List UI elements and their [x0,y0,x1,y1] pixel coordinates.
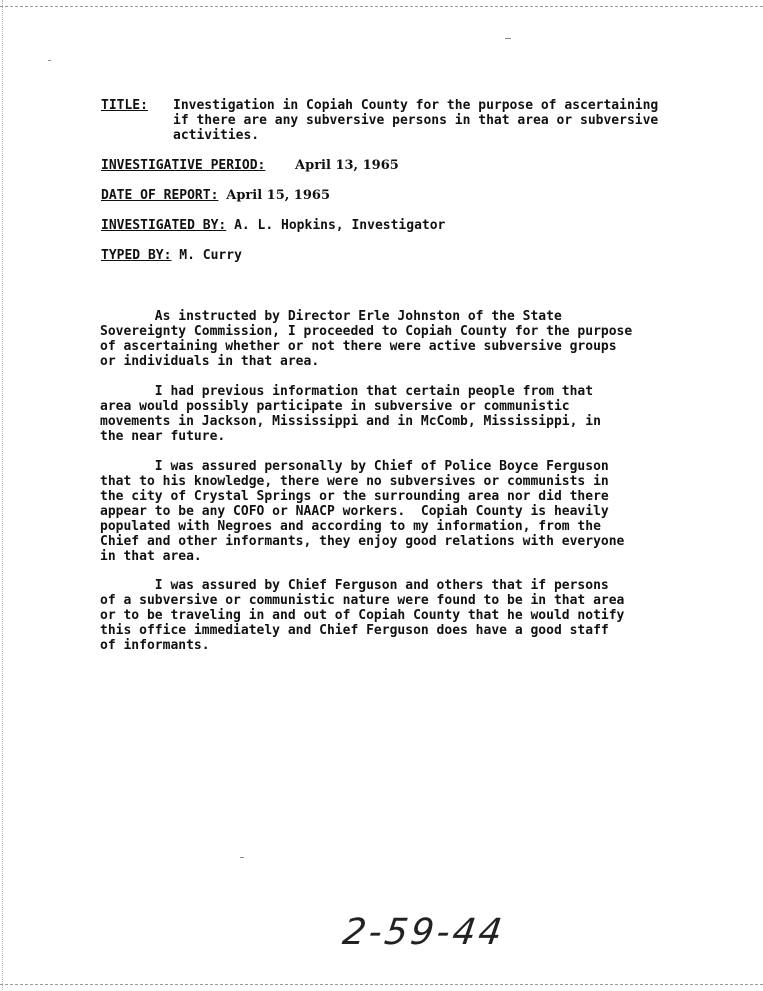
investigated-by-label: INVESTIGATED BY: [101,218,227,233]
scan-speck [240,857,244,858]
investigative-period-value: April 13, 1965 [295,158,399,173]
investigative-period-label: INVESTIGATIVE PERIOD: [101,158,266,173]
paragraph-2: I had previous information that certain people from that area would possibly participate in subversive or communistic movements in Jackson, Mississippi and in McComb, Mississippi, in the near future. [100,384,601,444]
typed-by-label: TYPED BY: [101,248,172,263]
top-scan-edge [0,0,763,7]
scan-speck [48,60,51,61]
paragraph-1: As instructed by Director Erle Johnston of the State Sovereignty Commission, I proceeded to Copiah County for the purpose of ascertaining whether or not there were active subversive groups or individuals in that area. [100,309,633,369]
title-field [101,98,659,143]
date-of-report-label: DATE OF REPORT: [101,188,219,203]
typed-by-field [101,248,242,263]
handwritten-file-number: 2-59-44 [340,912,508,953]
paragraph-4: I was assured by Chief Ferguson and others that if persons of a subversive or communistic nature were found to be in that area or to be traveling in and out of Copiah County that he would notify this office immediately and Chief Ferguson does have a good staff of informants. [100,578,625,653]
investigated-by-value: A. L. Hopkins, Investigator [234,218,446,233]
title-label: TITLE: [101,98,148,113]
investigative-period-field [101,158,399,173]
date-of-report-value: April 15, 1965 [226,188,330,203]
investigated-by-field [101,218,445,233]
left-scan-edge [2,0,4,990]
title-text: Investigation in Copiah County for the purpose of ascertaining if there are any subversive persons in that area or subversive activities. [173,98,659,143]
paragraph-3: I was assured personally by Chief of Police Boyce Ferguson that to his knowledge, there were no subversives or communists in the city of Crystal Springs or the surrounding area nor did there appear to be any COFO or NAACP workers. Copiah County is heavily populated with Negroes and according to my information, from the Chief and other informants, they enjoy good relations with everyone in that area. [100,459,625,564]
typed-by-value: M. Curry [179,248,242,263]
date-of-report-field [101,188,330,203]
scan-speck [505,38,511,39]
